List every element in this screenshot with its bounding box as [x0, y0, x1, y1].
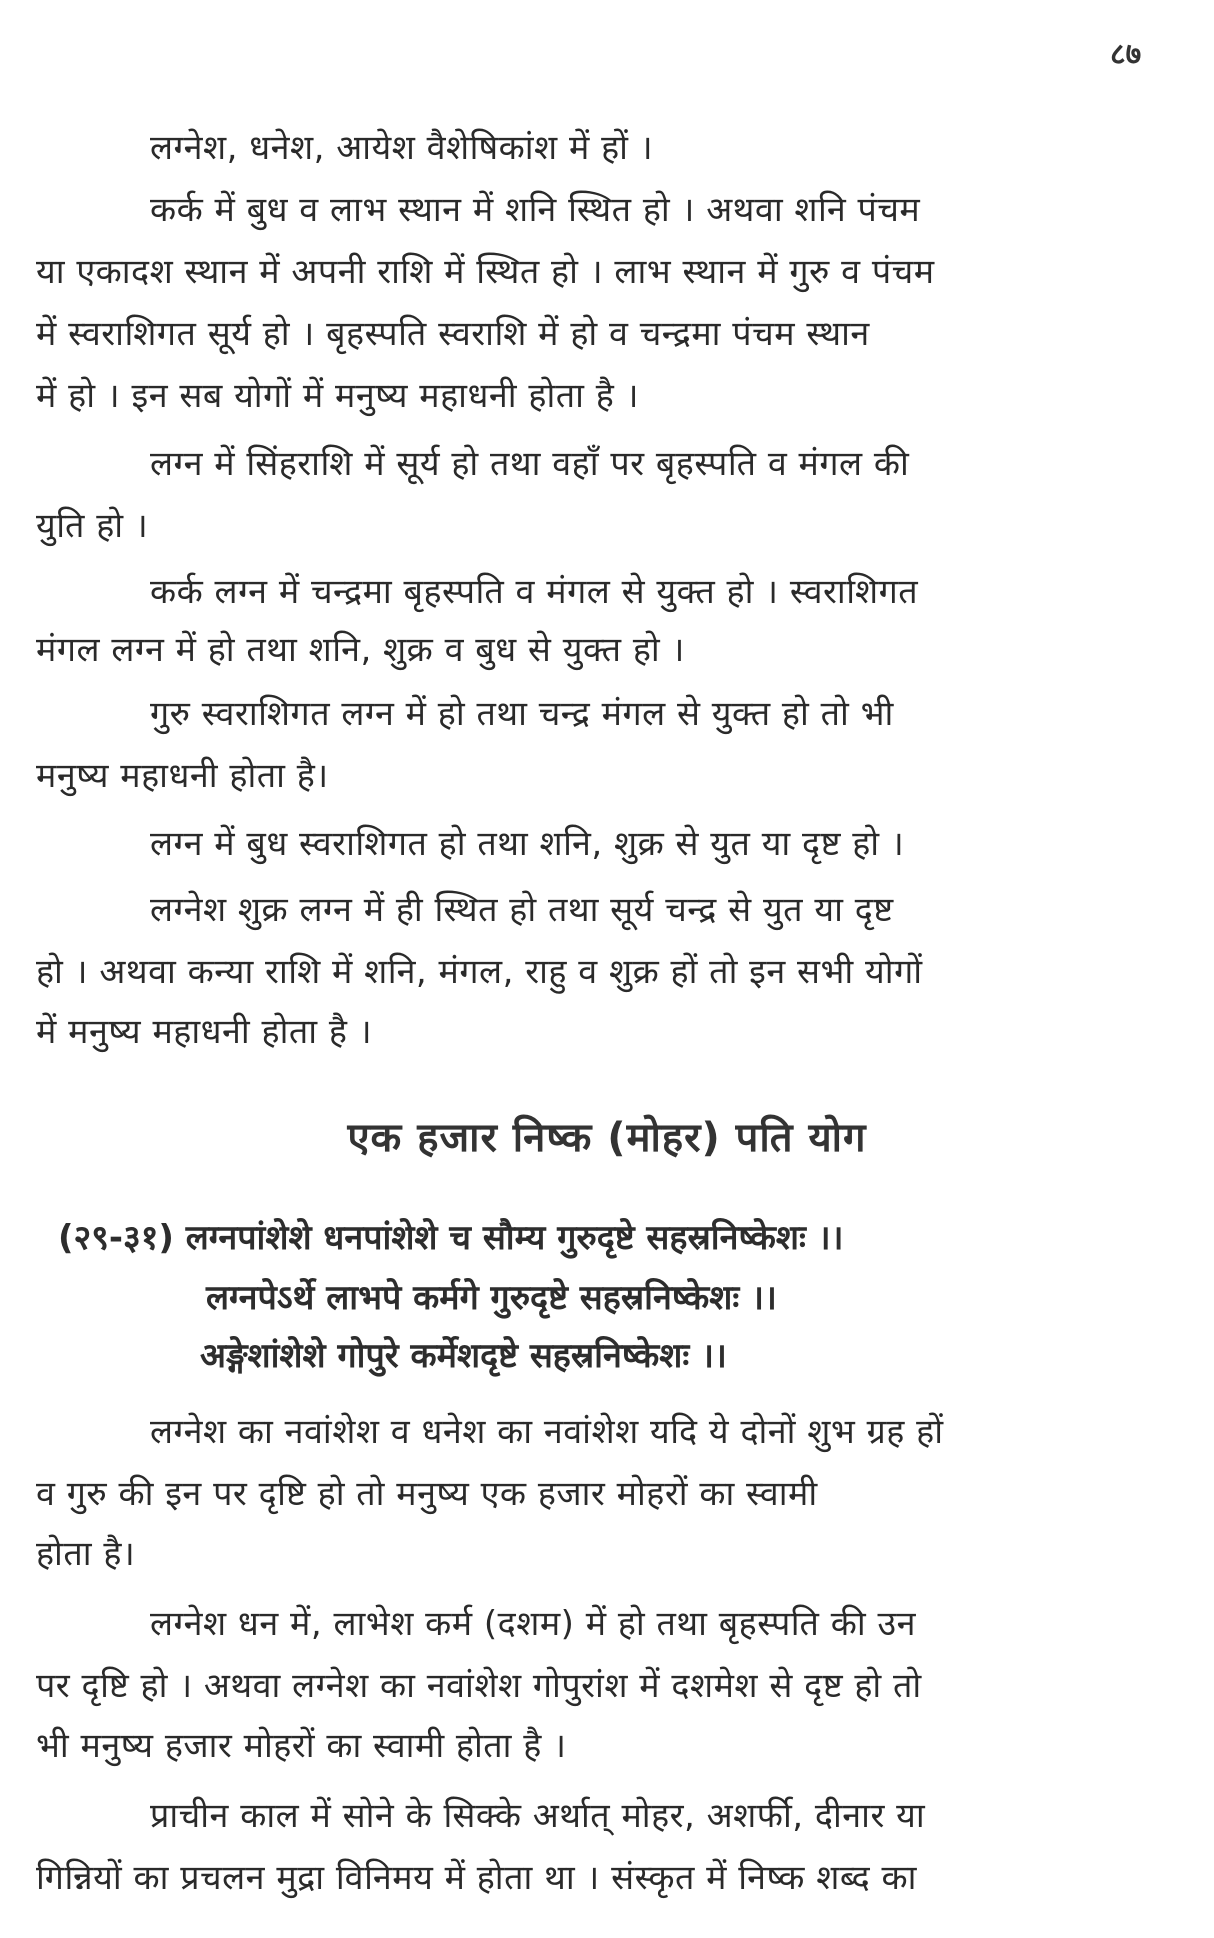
text-line: लग्नेश धन में, लाभेश कर्म (दशम) में हो तथा बृहस्पति की उन	[150, 1604, 916, 1644]
text-line: कर्क लग्न में चन्द्रमा बृहस्पति व मंगल से युक्त हो । स्वराशिगत	[150, 572, 919, 612]
text-line: युति हो ।	[36, 506, 149, 546]
text-line: होता है।	[36, 1534, 136, 1574]
text-line: लग्नेश का नवांशेश व धनेश का नवांशेश यदि ये दोनों शुभ ग्रह हों	[150, 1412, 944, 1452]
text-line: या एकादश स्थान में अपनी राशि में स्थित हो । लाभ स्थान में गुरु व पंचम	[36, 252, 935, 292]
text-line: गुरु स्वराशिगत लग्न में हो तथा चन्द्र मंगल से युक्त हो तो भी	[150, 694, 894, 734]
text-line: लग्न में बुध स्वराशिगत हो तथा शनि, शुक्र से युत या दृष्ट हो ।	[150, 824, 905, 864]
text-line: गिन्नियों का प्रचलन मुद्रा विनिमय में होता था । संस्कृत में निष्क शब्द का	[36, 1858, 917, 1898]
text-line: लग्नेश शुक्र लग्न में ही स्थित हो तथा सूर्य चन्द्र से युत या दृष्ट	[150, 890, 894, 930]
text-line: भी मनुष्य हजार मोहरों का स्वामी होता है ।	[36, 1726, 567, 1766]
text-line: मनुष्य महाधनी होता है।	[36, 756, 329, 796]
text-line: में स्वराशिगत सूर्य हो । बृहस्पति स्वराशि में हो व चन्द्रमा पंचम स्थान	[36, 314, 870, 354]
text-line: व गुरु की इन पर दृष्टि हो तो मनुष्य एक हजार मोहरों का स्वामी	[36, 1474, 818, 1514]
text-line: में हो । इन सब योगों में मनुष्य महाधनी होता है ।	[36, 376, 639, 416]
text-line: लग्नेश, धनेश, आयेश वैशेषिकांश में हों ।	[150, 128, 654, 168]
text-line: मंगल लग्न में हो तथा शनि, शुक्र व बुध से युक्त हो ।	[36, 630, 685, 670]
text-line: में मनुष्य महाधनी होता है ।	[36, 1012, 373, 1052]
section-heading: एक हजार निष्क (मोहर) पति योग	[347, 1115, 867, 1161]
text-line: पर दृष्टि हो । अथवा लग्नेश का नवांशेश गोपुरांश में दशमेश से दृष्ट हो तो	[36, 1666, 922, 1706]
page-number: ८७	[1110, 37, 1142, 72]
verse-line: (२९-३१) लग्नपांशेशे धनपांशेशे च सौम्य गुरुदृष्टे सहस्रनिष्केशः ।।	[58, 1218, 844, 1258]
text-line: प्राचीन काल में सोने के सिक्के अर्थात् मोहर, अशर्फी, दीनार या	[150, 1796, 926, 1836]
verse-line: लग्नपेऽर्थे लाभपे कर्मगे गुरुदृष्टे सहस्रनिष्केशः ।।	[206, 1278, 777, 1318]
text-line: लग्न में सिंहराशि में सूर्य हो तथा वहाँ पर बृहस्पति व मंगल की	[150, 444, 910, 484]
text-line: हो । अथवा कन्या राशि में शनि, मंगल, राहु व शुक्र हों तो इन सभी योगों	[36, 952, 923, 992]
verse-line: अङ्गेशांशेशे गोपुरे कर्मेशदृष्टे सहस्रनिष्केशः ।।	[200, 1336, 727, 1376]
text-line: कर्क में बुध व लाभ स्थान में शनि स्थित हो । अथवा शनि पंचम	[150, 190, 921, 230]
